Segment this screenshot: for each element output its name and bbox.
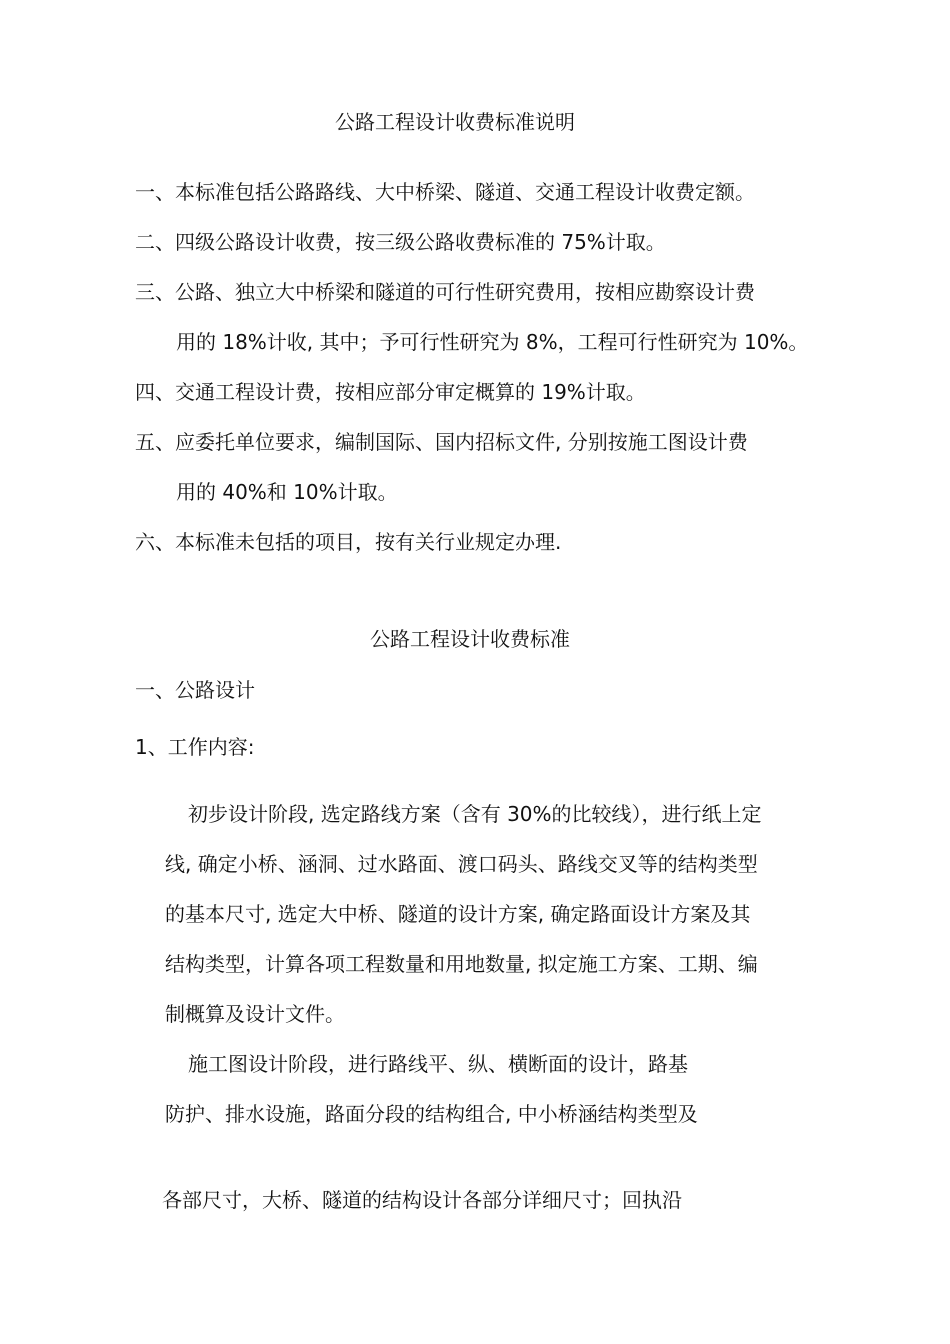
body-line-4: 结构类型，计算各项工程数量和用地数量, 拟定施工方案、工期、编 <box>165 952 758 976</box>
section-title: 公路工程设计收费标准 <box>370 627 570 651</box>
subheading-work-content: 1、工作内容: <box>135 735 255 759</box>
body-line-8: 各部尺寸，大桥、隧道的结构设计各部分详细尺寸；回执沿 <box>162 1188 682 1212</box>
intro-line-3: 三、公路、独立大中桥梁和隧道的可行性研究费用，按相应勘察设计费 <box>135 280 755 304</box>
intro-line-4: 四、交通工程设计费，按相应部分审定概算的 19%计取。 <box>135 380 646 404</box>
intro-line-5-cont: 用的 40%和 10%计取。 <box>176 480 398 504</box>
body-line-2: 线, 确定小桥、涵洞、过水路面、渡口码头、路线交叉等的结构类型 <box>165 852 758 876</box>
intro-line-6: 六、本标准未包括的项目，按有关行业规定办理. <box>135 530 562 554</box>
intro-line-1: 一、本标准包括公路路线、大中桥梁、隧道、交通工程设计收费定额。 <box>135 180 755 204</box>
intro-line-3-cont: 用的 18%计收, 其中；予可行性研究为 8%，工程可行性研究为 10%。 <box>176 330 809 354</box>
document-title: 公路工程设计收费标准说明 <box>335 110 575 134</box>
body-line-6: 施工图设计阶段，进行路线平、纵、横断面的设计，路基 <box>188 1052 688 1076</box>
section-heading-road-design: 一、公路设计 <box>135 678 255 702</box>
intro-line-5: 五、应委托单位要求，编制国际、国内招标文件, 分别按施工图设计费 <box>135 430 748 454</box>
body-line-3: 的基本尺寸, 选定大中桥、隧道的设计方案, 确定路面设计方案及其 <box>165 902 751 926</box>
intro-line-2: 二、四级公路设计收费，按三级公路收费标准的 75%计取。 <box>135 230 666 254</box>
body-line-5: 制概算及设计文件。 <box>165 1002 345 1026</box>
body-line-1: 初步设计阶段, 选定路线方案（含有 30%的比较线），进行纸上定 <box>188 802 762 826</box>
body-line-7: 防护、排水设施，路面分段的结构组合, 中小桥涵结构类型及 <box>165 1102 698 1126</box>
